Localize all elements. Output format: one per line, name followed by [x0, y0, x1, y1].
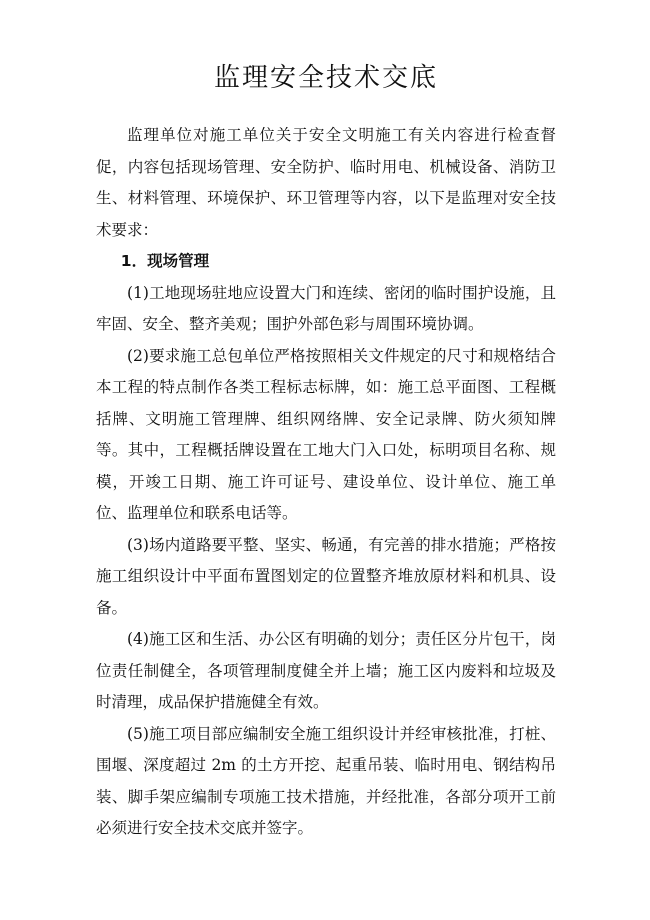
document-body — [96, 120, 556, 845]
intro-paragraph: 监理单位对施工单位关于安全文明施工有关内容进行检查督促，内容包括现场管理、安全防护、临时用电、机械设备、消防卫生、材料管理、环境保护、环卫管理等内容，以下是监理对安全技术要求： — [96, 126, 556, 239]
item-paragraph-5: (5)施工项目部应编制安全施工组织设计并经审核批准，打桩、围堰、深度超过 2m 的土方开挖、起重吊装、临时用电、钢结构吊装、脚手架应编制专项施工技术措施，并经批准，各部分项开工前必须进行安全技术交底并签字。 — [96, 724, 556, 837]
item-paragraph-1: (1)工地现场驻地应设置大门和连续、密闭的临时围护设施，且牢固、安全、整齐美观；围护外部色彩与周围环境协调。 — [96, 283, 556, 333]
document-page — [96, 0, 556, 920]
item-paragraph-2: (2)要求施工总包单位严格按照相关文件规定的尺寸和规格结合本工程的特点制作各类工程标志标牌，如：施工总平面图、工程概括牌、文明施工管理牌、组织网络牌、安全记录牌、防火须知牌等。其中，工程概括牌设置在工地大门入口处，标明项目名称、规模，开竣工日期、施工许可证号、建设单位、设计单位、施工单位、监理单位和联系电话等。 — [96, 346, 556, 522]
section-heading-site-management: 1．现场管理 — [120, 252, 210, 270]
item-paragraph-3: (3)场内道路要平整、坚实、畅通，有完善的排水措施；严格按施工组织设计中平面布置图划定的位置整齐堆放原材料和机具、设备。 — [96, 535, 556, 617]
item-paragraph-4: (4)施工区和生活、办公区有明确的划分；责任区分片包干，岗位责任制健全，各项管理制度健全并上墙；施工区内废料和垃圾及时清理，成品保护措施健全有效。 — [96, 630, 556, 711]
document-title: 监理安全技术交底 — [213, 63, 438, 93]
